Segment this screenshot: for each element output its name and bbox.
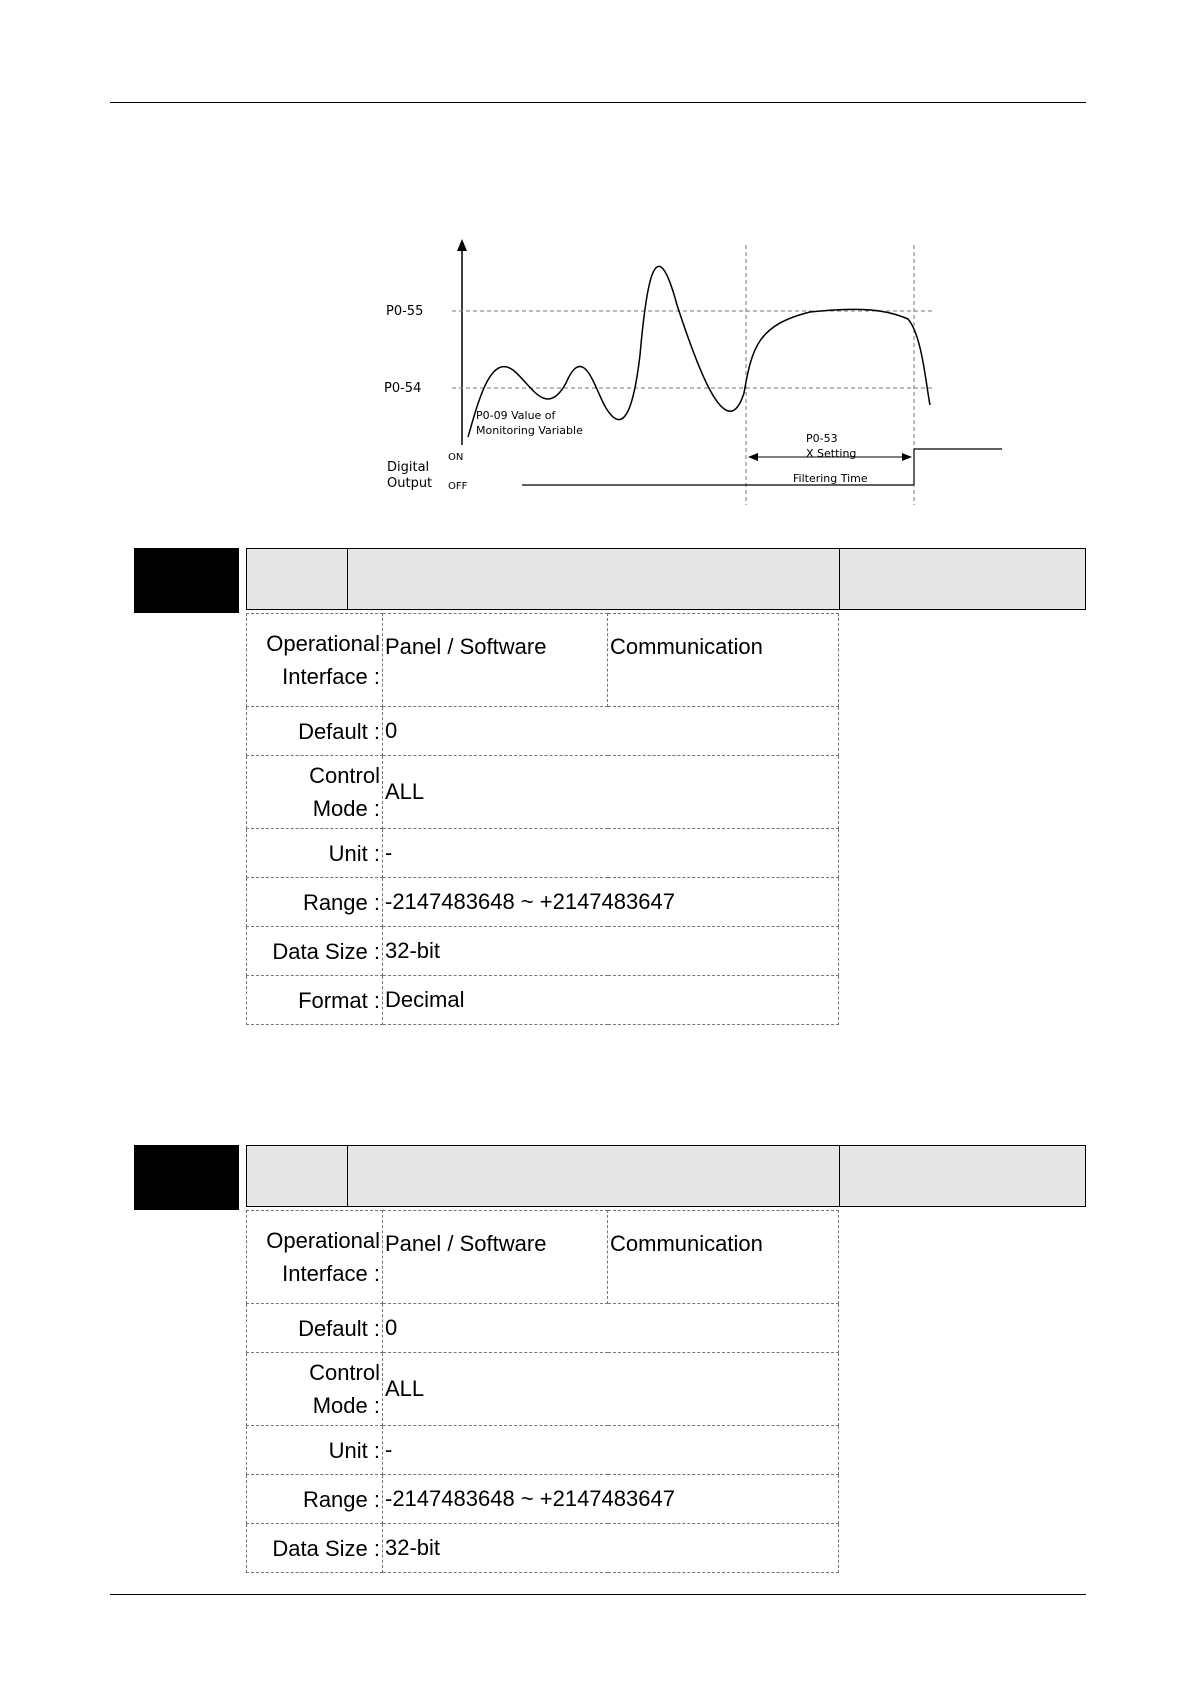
parameter-table xyxy=(246,613,839,1025)
operational-label-line2: Interface : xyxy=(282,664,380,689)
communication-value: Communication xyxy=(608,614,839,707)
y-axis-arrow xyxy=(457,239,467,251)
data-size-label: Data Size : xyxy=(247,927,383,976)
table-row xyxy=(247,614,839,707)
parameter-table xyxy=(246,1210,839,1573)
range-label: Range : xyxy=(247,878,383,927)
unit-label: Unit : xyxy=(247,829,383,878)
panel-software-value: Panel / Software xyxy=(383,614,608,707)
range-value: -2147483648 ~ +2147483647 xyxy=(383,1475,839,1524)
data-size-value: 32-bit xyxy=(383,927,839,976)
digital-label: Digital xyxy=(387,460,430,475)
table-row xyxy=(247,707,839,756)
p009-label-line2: Monitoring Variable xyxy=(476,424,583,437)
control-mode-label-line2: Mode : xyxy=(312,1393,380,1418)
output-label: Output xyxy=(387,476,433,491)
x-setting-label: X Setting xyxy=(806,447,857,460)
p055-label: P0-55 xyxy=(386,304,424,319)
default-label: Default : xyxy=(247,1304,383,1353)
parameter-header xyxy=(246,548,1086,610)
table-row xyxy=(247,927,839,976)
on-label: ON xyxy=(448,452,464,463)
data-size-label: Data Size : xyxy=(247,1524,383,1573)
monitoring-filter-diagram xyxy=(370,235,1020,515)
control-mode-label-line2: Mode : xyxy=(312,796,380,821)
format-label: Format : xyxy=(247,976,383,1025)
parameter-code-tab xyxy=(134,1145,239,1210)
unit-value: - xyxy=(383,1426,839,1475)
operational-label-line1: Operational xyxy=(266,1228,380,1253)
table-row xyxy=(247,1211,839,1304)
table-row xyxy=(247,878,839,927)
table-row xyxy=(247,1426,839,1475)
format-value: Decimal xyxy=(383,976,839,1025)
p009-label-line1: P0-09 Value of xyxy=(476,409,556,422)
parameter-code-tab xyxy=(134,548,239,613)
control-mode-label-line1: Control xyxy=(309,1360,380,1385)
control-mode-label-line1: Control xyxy=(309,763,380,788)
p053-label: P0-53 xyxy=(806,432,838,445)
range-value: -2147483648 ~ +2147483647 xyxy=(383,878,839,927)
range-label: Range : xyxy=(247,1475,383,1524)
unit-label: Unit : xyxy=(247,1426,383,1475)
parameter-header xyxy=(246,1145,1086,1207)
filtering-arrow-left xyxy=(748,453,758,461)
panel-software-value: Panel / Software xyxy=(383,1211,608,1304)
table-row xyxy=(247,756,839,829)
table-row xyxy=(247,1524,839,1573)
table-row xyxy=(247,829,839,878)
operational-label-line2: Interface : xyxy=(282,1261,380,1286)
filtering-arrow-right xyxy=(902,453,912,461)
table-row xyxy=(247,1475,839,1524)
control-mode-value: ALL xyxy=(383,1353,839,1426)
default-value: 0 xyxy=(383,1304,839,1353)
table-row xyxy=(247,976,839,1025)
control-mode-value: ALL xyxy=(383,756,839,829)
p054-label: P0-54 xyxy=(384,381,422,396)
default-value: 0 xyxy=(383,707,839,756)
communication-value: Communication xyxy=(608,1211,839,1304)
unit-value: - xyxy=(383,829,839,878)
operational-label-line1: Operational xyxy=(266,631,380,656)
data-size-value: 32-bit xyxy=(383,1524,839,1573)
off-label: OFF xyxy=(448,481,468,492)
filtering-time-label: Filtering Time xyxy=(793,472,868,485)
header-rule xyxy=(110,102,1086,103)
default-label: Default : xyxy=(247,707,383,756)
table-row xyxy=(247,1353,839,1426)
footer-rule xyxy=(110,1594,1086,1595)
table-row xyxy=(247,1304,839,1353)
